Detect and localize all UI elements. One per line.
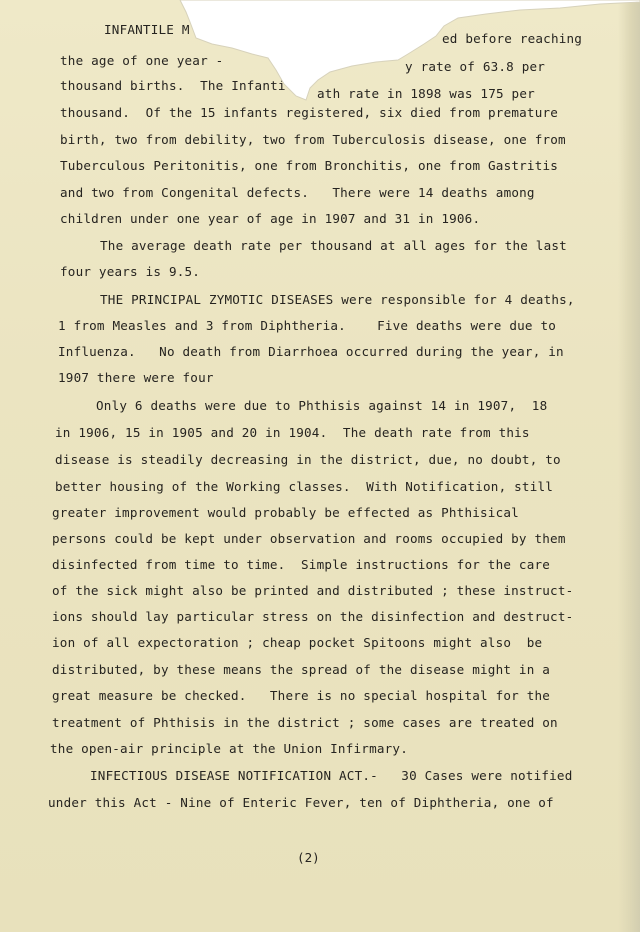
heading-fragment: INFANTILE M [104, 22, 190, 37]
text-line: ath rate in 1898 was 175 per [317, 86, 535, 101]
torn-line-right: ed before reaching [442, 31, 583, 46]
text-line: four years is 9.5. [60, 264, 201, 279]
text-line: Only 6 deaths were due to Phthisis against 14 in 1907, 18 [96, 398, 548, 413]
text-line: Influenza. No death from Diarrhoea occurred during the year, in [58, 344, 564, 359]
text-line: birth, two from debility, two from Tuberculosis disease, one from [60, 132, 566, 147]
text-line: thousand. Of the 15 infants registered, six died from premature [60, 105, 559, 120]
paper-edge-shadow [618, 0, 640, 932]
text-line: The average death rate per thousand at all ages for the last [100, 238, 567, 253]
page-number: (2) [297, 850, 320, 865]
text-line: the age of one year - [60, 53, 224, 68]
section-heading-notification: INFECTIOUS DISEASE NOTIFICATION ACT.- 30 Cases were notified [90, 768, 573, 783]
text-line: disease is steadily decreasing in the district, due, no doubt, to [55, 452, 561, 467]
text-line: 1 from Measles and 3 from Diphtheria. Five deaths were due to [58, 318, 557, 333]
text-line: the open-air principle at the Union Infirmary. [50, 741, 408, 756]
text-line: of the sick might also be printed and distributed ; these instruct- [52, 583, 574, 598]
text-line: y rate of 63.8 per [405, 59, 546, 74]
text-line: ion of all expectoration ; cheap pocket Spitoons might also be [52, 635, 543, 650]
text-line: ions should lay particular stress on the disinfection and destruct- [52, 609, 574, 624]
torn-paper-gap [0, 0, 640, 130]
text-line: children under one year of age in 1907 and 31 in 1906. [60, 211, 481, 226]
text-line: great measure be checked. There is no special hospital for the [52, 688, 551, 703]
text-line: treatment of Phthisis in the district ; some cases are treated on [52, 715, 558, 730]
text-line: in 1906, 15 in 1905 and 20 in 1904. The death rate from this [55, 425, 530, 440]
text-line: thousand births. The Infanti [60, 78, 286, 93]
text-line: 1907 there were four [58, 370, 214, 385]
text-line: disinfected from time to time. Simple instructions for the care [52, 557, 551, 572]
text-line: and two from Congenital defects. There were 14 deaths among [60, 185, 535, 200]
section-heading-zymotic: THE PRINCIPAL ZYMOTIC DISEASES were responsible for 4 deaths, [100, 292, 575, 307]
text-line: Tuberculous Peritonitis, one from Bronchitis, one from Gastritis [60, 158, 559, 173]
text-line: persons could be kept under observation and rooms occupied by them [52, 531, 566, 546]
text-line: greater improvement would probably be effected as Phthisical [52, 505, 519, 520]
text-line: under this Act - Nine of Enteric Fever, ten of Diphtheria, one of [48, 795, 554, 810]
text-line: better housing of the Working classes. With Notification, still [55, 479, 554, 494]
text-line: distributed, by these means the spread of the disease might in a [52, 662, 551, 677]
